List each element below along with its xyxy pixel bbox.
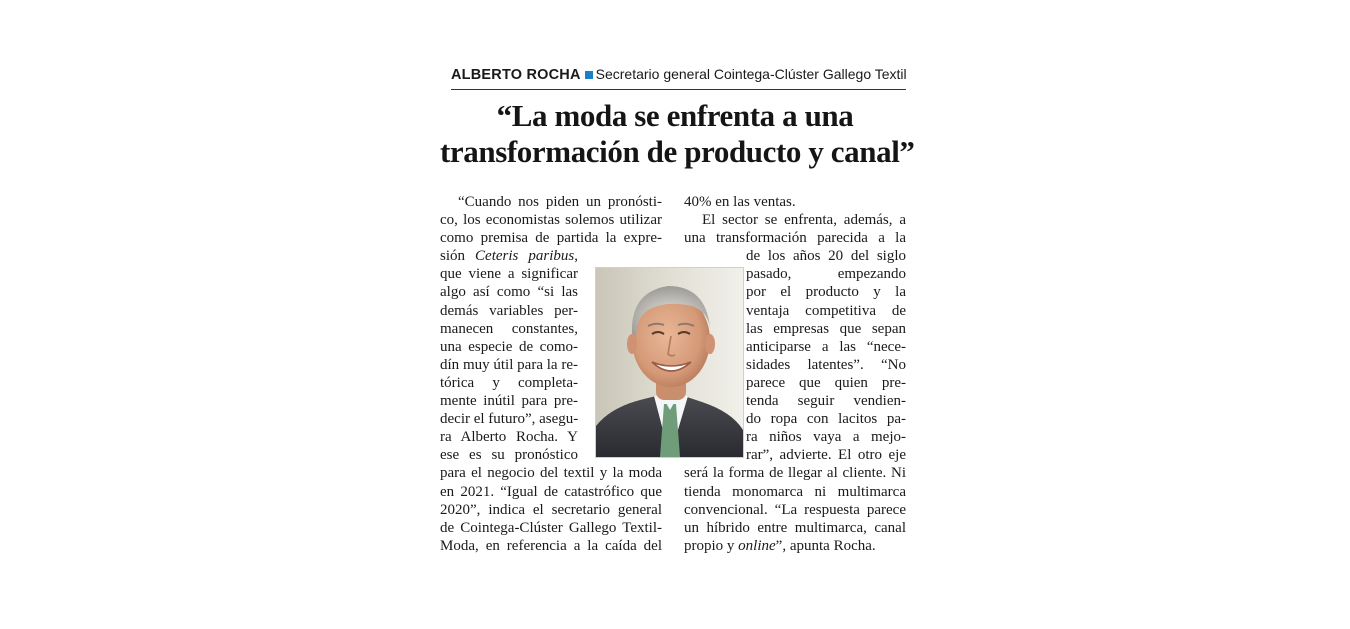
- body-line: co, los economistas solemos utilizar: [440, 212, 662, 229]
- body-line: “Cuando nos piden un pronósti-: [458, 194, 662, 210]
- body-line: que viene a significar: [440, 266, 578, 283]
- left-ear: [627, 334, 637, 354]
- body-line: tienda monomarca ni multimarca: [684, 483, 906, 500]
- body-line: en 2021. “Igual de catastrófico que: [440, 483, 662, 500]
- body-word: ”, apunta Rocha.: [775, 537, 876, 554]
- body-line: do ropa con lacitos pa-: [746, 411, 906, 428]
- body-line: mente inútil para pre-: [440, 393, 578, 410]
- body-italic: Ceteris paribus: [475, 248, 575, 265]
- body-line: un híbrido entre multimarca, canal: [684, 519, 906, 536]
- body-line: Moda, en referencia a la caída del: [440, 537, 662, 554]
- body-line: parece que quien pre-: [746, 374, 906, 391]
- body-line: [440, 247, 578, 265]
- body-line: ra Alberto Rocha. Y: [440, 429, 578, 446]
- body-line: 2020”, indica el secretario general: [440, 501, 662, 518]
- right-ear: [705, 334, 715, 354]
- body-line: ventaja competitiva de: [746, 302, 906, 319]
- body-line: como premisa de partida la expre-: [440, 230, 662, 247]
- body-line: decir el futuro”, asegu-: [440, 411, 579, 428]
- body-line: [684, 537, 906, 555]
- body-line: 40% en las ventas.: [684, 194, 796, 210]
- body-line: dín muy útil para la re-: [440, 356, 578, 373]
- body-italic: online: [738, 537, 776, 554]
- byline-role: Secretario general Cointega-Clúster Gallego Textil: [595, 66, 907, 82]
- portrait-illustration: [596, 268, 743, 457]
- body-line: convencional. “La respuesta parece: [684, 501, 906, 518]
- headline-line-1: “La moda se enfrenta a una: [496, 98, 854, 133]
- body-line: anticiparse a las “nece-: [746, 338, 906, 355]
- body-line: manecen constantes,: [440, 320, 578, 337]
- body-line: las empresas que sepan: [746, 320, 906, 337]
- body-word: ,: [574, 248, 578, 265]
- byline: [451, 64, 906, 90]
- body-line: algo así como “si las: [440, 284, 578, 301]
- body-line: una especie de como-: [440, 338, 578, 355]
- body-line: será la forma de llegar al cliente. Ni: [684, 465, 906, 482]
- headline: [440, 98, 915, 170]
- blue-square-icon: [585, 71, 593, 79]
- headline-line-2: transformación de producto y canal”: [440, 134, 915, 169]
- body-line: tenda seguir vendien-: [746, 393, 906, 410]
- body-word: propio y: [684, 537, 735, 554]
- body-line: tórica y completa-: [440, 374, 578, 391]
- portrait-photo: [595, 267, 744, 458]
- byline-name: ALBERTO ROCHA: [451, 67, 581, 83]
- body-line: pasado, empezando: [746, 266, 906, 283]
- body-line: ra niños vaya a mejo-: [746, 429, 906, 446]
- body-word: sión: [440, 248, 466, 265]
- body-line: rar”, advierte. El otro eje: [746, 447, 906, 464]
- body-line: para el negocio del textil y la moda: [440, 465, 662, 482]
- body-line: de los años 20 del siglo: [746, 248, 906, 265]
- body-line: por el producto y la: [746, 284, 906, 301]
- body-line: El sector se enfrenta, además, a: [702, 212, 906, 229]
- body-line: demás variables per-: [440, 302, 578, 319]
- body-line: ese es su pronóstico: [440, 447, 578, 464]
- body-line: de Cointega-Clúster Gallego Textil-: [440, 519, 662, 536]
- body-line: sidades latentes”. “No: [746, 356, 906, 373]
- body-line: una transformación parecida a la: [684, 230, 906, 247]
